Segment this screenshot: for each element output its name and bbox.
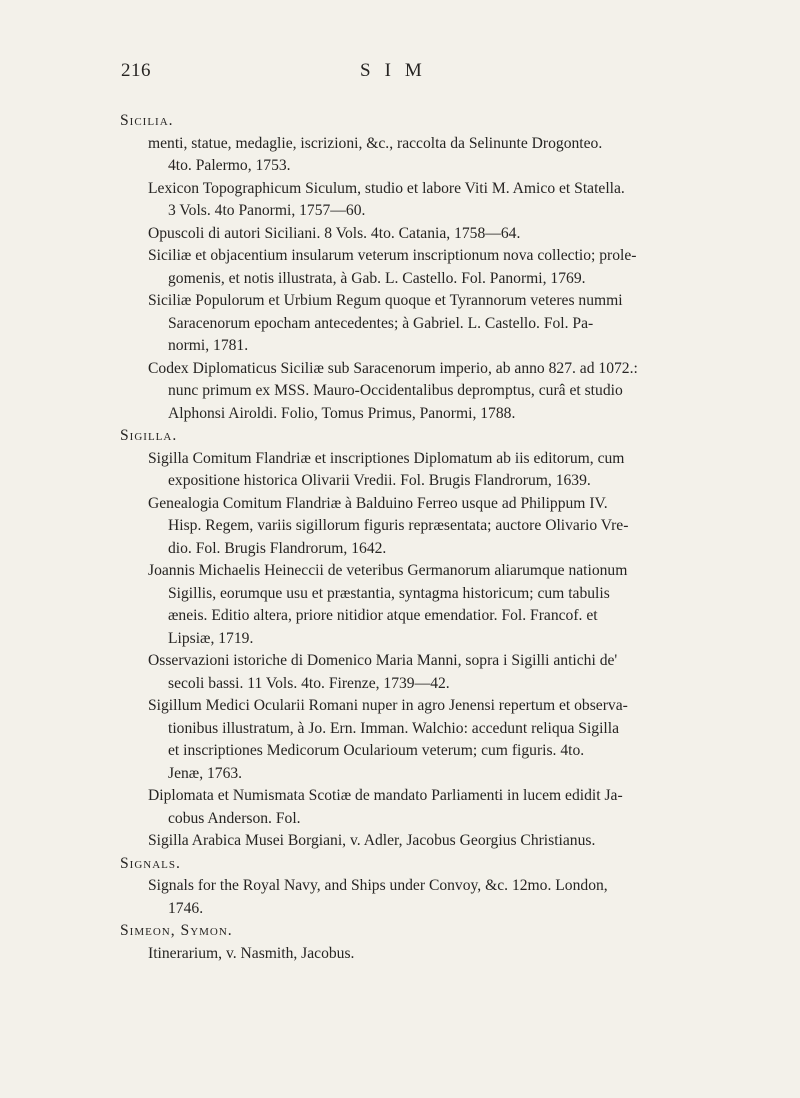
entry-line: Siciliæ et objacentium insularum veterum inscriptionum nova collectio; prole- [148,247,637,264]
entry-line: Siciliæ Populorum et Urbium Regum quoque et Tyrannorum veteres nummi [148,292,623,309]
section-heading: Sicilia. [120,112,174,129]
entry-line: Hisp. Regem, variis sigillorum figuris repræsentata; auctore Olivario Vre- [168,517,629,534]
section-heading: Sigilla. [120,427,178,444]
entry-line: Sigilla Comitum Flandriæ et inscriptiones Diplomatum ab iis editorum, cum [148,449,625,467]
entry-line: nunc primum ex MSS. Mauro-Occidentalibus depromptus, curâ et studio [168,382,623,399]
index-entry [148,290,680,358]
index-content [120,110,680,965]
entry-line: Sigillis, eorumque usu et præstantia, syntagma historicum; cum tabulis [168,584,610,602]
index-entry [148,785,680,830]
entry-line: Itinerarium, v. Nasmith, Jacobus. [148,944,355,962]
index-entry [148,943,680,966]
entry-line: æneis. Editio altera, priore nitidior atque emendatior. Fol. Francof. et [168,607,598,624]
entry-line: Lexicon Topographicum Siculum, studio et labore Viti M. Amico et Statella. [148,179,625,197]
index-entry [148,223,680,246]
section-heading: Signals. [120,854,181,872]
entry-line: Lipsiæ, 1719. [168,629,254,647]
entry-line: expositione historica Olivarii Vredii. Fol. Brugis Flandrorum, 1639. [168,472,591,489]
index-entry [148,178,680,223]
entry-line: Diplomata et Numismata Scotiæ de mandato Parliamenti in lucem edidit Ja- [148,787,623,804]
entry-line: 3 Vols. 4to Panormi, 1757—60. [168,202,366,219]
index-entry [148,448,680,493]
entry-line: Sigilla Arabica Musei Borgiani, v. Adler, Jacobus Georgius Christianus. [148,832,596,849]
running-head: SIM [360,60,436,81]
section-heading: Simeon, Symon. [120,922,233,939]
entry-line: cobus Anderson. Fol. [168,809,301,827]
entry-line: 4to. Palermo, 1753. [168,157,291,174]
entry-line: Sigillum Medici Ocularii Romani nuper in agro Jenensi repertum et observa- [148,697,628,714]
entry-line: tionibus illustratum, à Jo. Ern. Imman. Walchio: accedunt reliqua Sigilla [168,719,620,737]
entry-line: gomenis, et notis illustrata, à Gab. L. Castello. Fol. Panormi, 1769. [168,269,586,287]
entry-line: Genealogia Comitum Flandriæ à Balduino Ferreo usque ad Philippum IV. [148,494,608,512]
entry-line: normi, 1781. [168,337,249,354]
entry-line: Alphonsi Airoldi. Folio, Tomus Primus, Panormi, 1788. [168,404,516,422]
entry-line: Signals for the Royal Navy, and Ships under Convoy, &c. 12mo. London, [148,877,608,894]
entry-line: secoli bassi. 11 Vols. 4to. Firenze, 1739—42. [168,674,450,692]
entry-line: 1746. [168,899,204,917]
entry-line: et inscriptiones Medicorum Ocularioum veterum; cum figuris. 4to. [168,742,585,759]
index-entry [148,830,680,853]
entry-line: Osservazioni istoriche di Domenico Maria Manni, sopra i Sigilli antichi de' [148,652,618,669]
index-entry [148,245,680,290]
entry-line: Codex Diplomaticus Siciliæ sub Saracenorum imperio, ab anno 827. ad 1072.: [148,359,638,377]
entry-line: dio. Fol. Brugis Flandrorum, 1642. [168,539,387,557]
index-entry [148,493,680,561]
page-header [0,60,800,90]
entry-line: Saracenorum epocham antecedentes; à Gabriel. L. Castello. Fol. Pa- [168,314,594,332]
entry-line: Joannis Michaelis Heineccii de veteribus Germanorum aliarumque nationum [148,562,628,579]
index-entry [148,358,680,426]
entry-line: Jenæ, 1763. [168,764,243,782]
page-number: 216 [121,60,151,81]
index-entry [148,875,680,920]
index-entry [148,695,680,785]
entry-line: Opuscoli di autori Siciliani. 8 Vols. 4to. Catania, 1758—64. [148,224,521,242]
index-entry [148,650,680,695]
index-entry [148,560,680,650]
entry-line: menti, statue, medaglie, iscrizioni, &c., raccolta da Selinunte Drogonteo. [148,134,603,152]
index-entry [148,133,680,178]
